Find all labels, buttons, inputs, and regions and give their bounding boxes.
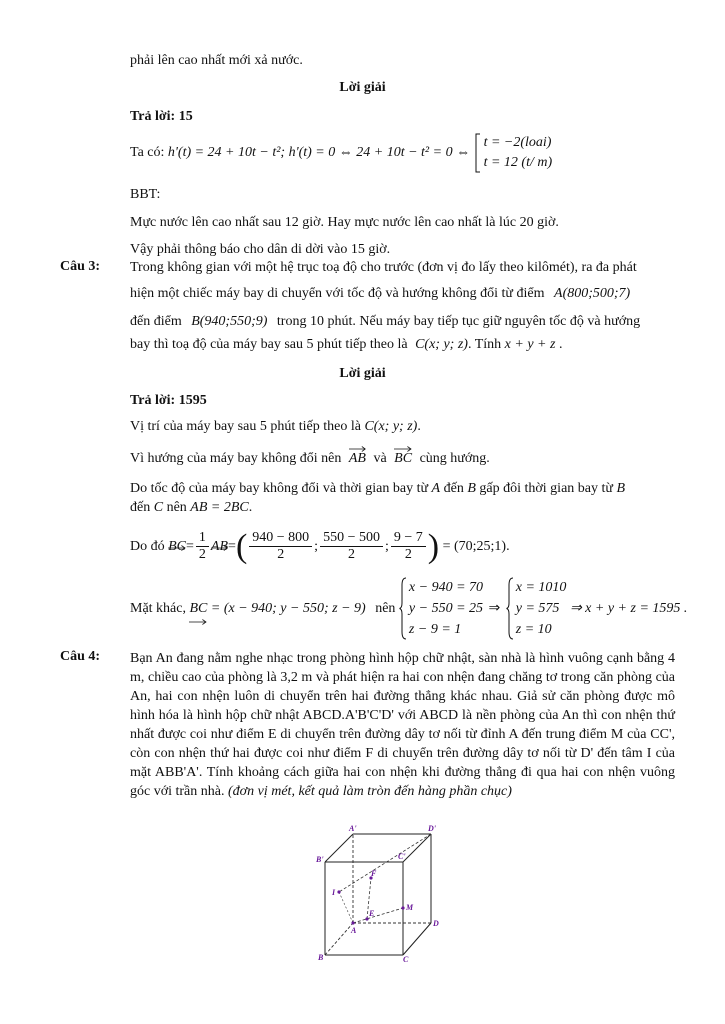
solution-heading: Lời giải — [339, 80, 386, 95]
answer-line: Trả lời: 15 — [130, 109, 193, 124]
left-bracket-icon — [474, 133, 482, 173]
q4-note: (đơn vị mét, kết quả làm tròn đến hàng phần chục) — [228, 784, 512, 799]
taco-lead: Ta có: — [130, 145, 165, 161]
s-text: đến — [443, 481, 464, 496]
s-var: B — [467, 481, 476, 496]
system-eq: y = 575 — [515, 601, 560, 617]
s-text: . — [417, 419, 421, 434]
s-var: A — [431, 481, 441, 496]
vector-bc — [189, 601, 207, 616]
point-M — [401, 906, 404, 909]
close-paren: ) — [427, 527, 440, 565]
point-c: C(x; y; z) — [364, 419, 418, 434]
q4-text: Bạn An đang nằm nghe nhạc trong phòng hình hộp chữ nhật, sàn nhà là hình vuông cạnh bằng 4 m, chiều cao của phòng là 3,2 m và phát hiện ra hai con nhện đang chăng tơ trong căn phòng của An, hai con nhện luôn di chuyển trên hai đường thẳng khác nhau. Giả sử căn phòng được mô hình hóa là hình hộp chữ nhật ABCD.A'B'C'D' với ABCD là nền phòng của An thì con nhện thứ nhất được coi như điểm E di chuyển trên đường dây tơ nối từ đỉnh A đến trung điểm M của CC', còn con nhện thứ hai được coi như điểm F di chuyển trên đường dây tơ nối từ D' đến tâm I của mặt ABB'A'. Tính khoảng cách giữa hai con nhện khi đường thẳng đi qua hai con nhện vuông góc với trần nhà. — [130, 651, 675, 799]
denominator: 2 — [348, 547, 356, 563]
s-text: nên — [166, 500, 187, 515]
numerator: 1 — [196, 530, 209, 547]
s-eq: AB = 2BC — [190, 500, 249, 515]
s-text: . — [248, 500, 253, 515]
point-a: A(800;500;7) — [554, 286, 631, 301]
vector-computation: Do đó BC= $\frac{1}{2}$ AB=( $\frac{940 - 800}{2}$ ; $\frac{550 - 500}{2}$ ; $\frac{9 - 7}{2}$ ) = (70;25;1). — [130, 527, 510, 565]
q3-text: bay thì toạ độ của máy bay sau 5 phút tiếp theo là — [130, 337, 408, 352]
solution-heading: Lời giải — [339, 366, 386, 381]
fig-label: C' — [398, 852, 406, 861]
fraction-y — [320, 530, 383, 563]
system-computation — [130, 577, 687, 640]
implies: ⇒ — [488, 601, 501, 616]
vector-arrow-icon — [189, 619, 207, 625]
q3-text: hiện một chiếc máy bay di chuyển với tốc độ và hướng không đổi từ điểm — [130, 286, 545, 301]
vector-arrow-icon — [394, 446, 412, 452]
s-var: B — [616, 481, 626, 496]
point-I — [337, 890, 340, 893]
case-2: t = 12 (t/ m) — [483, 155, 553, 170]
fig-label: E — [369, 909, 375, 918]
vector-bc-label: BC — [168, 539, 187, 554]
s-text: đến — [130, 500, 151, 515]
fig-label: D' — [428, 824, 436, 833]
denominator: 2 — [198, 547, 206, 563]
s-text: Vị trí của máy bay sau 5 phút tiếp theo là — [130, 419, 361, 434]
fig-label: M — [406, 903, 414, 912]
vector-bc — [394, 451, 412, 466]
fraction-half — [196, 530, 209, 563]
edge-D'C' — [403, 834, 431, 862]
vector-bc-label: BC — [189, 601, 208, 616]
fig-label: I — [332, 888, 336, 897]
q4-paragraph — [130, 649, 675, 801]
open-paren: ( — [235, 527, 248, 565]
equals: = — [228, 539, 236, 554]
left-brace-icon — [399, 577, 407, 640]
vector-arrow-icon — [168, 545, 186, 551]
fig-label: F — [371, 869, 377, 878]
vector-bc-label: BC — [394, 451, 413, 466]
s-text: Mặt khác, — [130, 601, 186, 616]
answer-line: Trả lời: 1595 — [130, 393, 207, 408]
case-1: t = −2(loai) — [483, 135, 552, 150]
system-eq: z = 10 — [515, 622, 552, 638]
fraction-x — [249, 530, 312, 563]
final-result: ⇒ x + y + z = 1595 . — [569, 601, 688, 616]
vector-ab — [211, 539, 228, 554]
system-eq: z − 9 = 1 — [408, 622, 462, 638]
fig-label: A' — [349, 824, 357, 833]
vector-arrow-icon — [349, 446, 366, 452]
text-line: phải lên cao nhất mới xả nước. — [130, 53, 303, 68]
vector-ab-label: AB — [210, 539, 229, 554]
vector-bc — [168, 539, 186, 554]
s-text: và — [373, 451, 387, 466]
numerator: 550 − 500 — [320, 530, 383, 547]
s-text: Do đó — [130, 539, 165, 554]
s-text: cùng hướng. — [419, 451, 490, 466]
vector-arrow-icon — [211, 545, 228, 551]
text-line: Mực nước lên cao nhất sau 12 giờ. Hay mực nước lên cao nhất là lúc 20 giờ. — [130, 215, 559, 230]
q3-text: . — [558, 337, 563, 352]
line-AM — [353, 908, 403, 923]
system-1 — [399, 577, 483, 640]
vector-ab-label: AB — [348, 451, 366, 466]
cuboid-figure — [315, 822, 445, 962]
solution-line — [130, 499, 252, 517]
fig-label: B — [318, 953, 324, 962]
point-c: C(x; y; z) — [415, 337, 468, 352]
derivative-line — [130, 133, 574, 173]
denominator: 2 — [277, 547, 285, 563]
vector-ab — [349, 451, 366, 466]
q3-text: trong 10 phút. Nếu máy bay tiếp tục giữ nguyên tốc độ và hướng — [276, 314, 641, 329]
solution-line — [130, 450, 490, 468]
equals: = — [186, 539, 194, 554]
fraction-z — [391, 530, 426, 563]
numerator: 940 − 800 — [249, 530, 312, 547]
q3-line — [130, 336, 562, 354]
case-block — [474, 133, 574, 173]
vector-expr: = (x − 940; y − 550; z − 9) — [210, 601, 366, 616]
edge-BA — [325, 923, 353, 955]
edge-CD — [403, 923, 431, 955]
bbt-line: BBT: — [130, 187, 161, 202]
denominator: 2 — [404, 547, 412, 563]
derivative-expr: h'(t) = 24 + 10t − t²; h'(t) = 0 ⇔ 24 + 10t − t² = 0 ⇔ — [167, 145, 471, 161]
q3-text: . Tính — [467, 337, 502, 352]
s-text: nên — [375, 601, 396, 616]
question-label: Câu 3: — [60, 259, 101, 274]
vector-result: = (70;25;1). — [442, 539, 510, 554]
q3-line — [130, 285, 630, 303]
system-eq: y − 550 = 25 — [408, 601, 484, 617]
fig-label: D — [433, 919, 439, 928]
fig-label: A — [351, 926, 357, 935]
edge-A'B' — [325, 834, 353, 862]
system-eq: x − 940 = 70 — [408, 580, 484, 596]
system-2 — [506, 577, 567, 640]
line-I-A — [339, 892, 353, 923]
s-var: C — [153, 500, 164, 515]
sum-expr: x + y + z — [504, 337, 556, 352]
left-brace-icon — [506, 577, 514, 640]
question-label: Câu 4: — [60, 649, 101, 664]
point-A — [351, 921, 354, 924]
fig-label: B' — [316, 855, 324, 864]
s-text: Do tốc độ của máy bay không đổi và thời gian bay từ — [130, 481, 429, 496]
q3-text: đến điểm — [130, 314, 182, 329]
fig-label: C — [403, 955, 409, 962]
solution-line — [130, 418, 421, 436]
point-b: B(940;550;9) — [191, 314, 268, 329]
system-eq: x = 1010 — [515, 580, 567, 596]
numerator: 9 − 7 — [391, 530, 426, 547]
q3-line: Trong không gian với một hệ trục toạ độ cho trước (đơn vị đo lấy theo kilômét), ra đa phát — [130, 260, 637, 275]
solution-line — [130, 480, 625, 498]
s-text: gấp đôi thời gian bay từ — [479, 481, 613, 496]
text-line: Vậy phải thông báo cho dân di dời vào 15 giờ. — [130, 242, 391, 257]
s-text: Vì hướng của máy bay không đổi nên — [130, 451, 342, 466]
q3-line — [130, 313, 640, 331]
